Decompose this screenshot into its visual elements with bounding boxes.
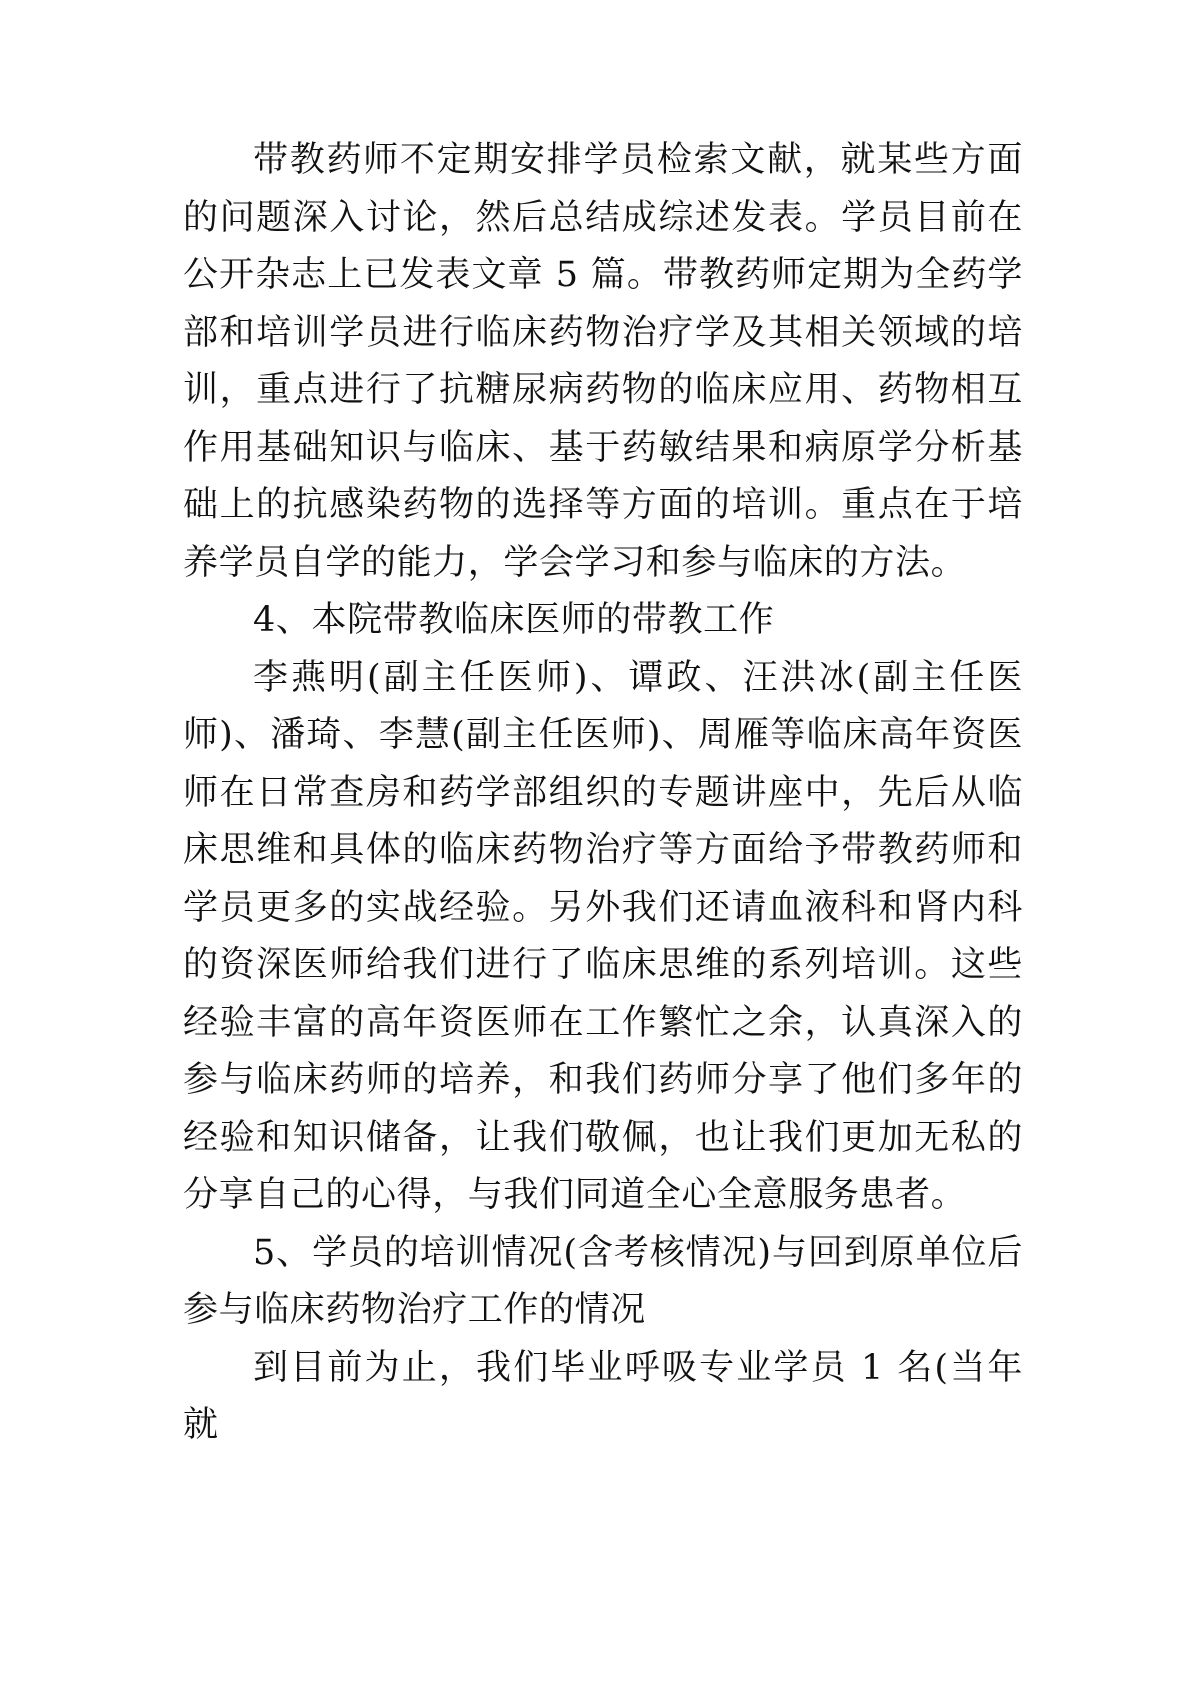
section-heading-clinical-physician-teaching: 4、本院带教临床医师的带教工作 bbox=[253, 600, 775, 640]
paragraph-literature-review: 带教药师不定期安排学员检索文献，就某些方面的问题深入讨论，然后总结成综述发表。学员目前在公开杂志上已发表文章 5 篇。带教药师定期为全药学部和培训学员进行临床药物治疗学及其相关领域的培训，重点进行了抗糖尿病药物的临床应用、药物相互作用基础知识与临床、基于药敏结果和病原学分析基础上的抗感染药物的选择等方面的培训。重点在于培养学员自学的能力，学会学习和参与临床的方法。 bbox=[183, 140, 1023, 583]
document-body bbox=[183, 132, 1023, 1455]
paragraph-senior-physicians: 李燕明(副主任医师)、谭政、汪洪冰(副主任医师)、潘琦、李慧(副主任医师)、周雁等临床高年资医师在日常查房和药学部组织的专题讲座中，先后从临床思维和具体的临床药物治疗等方面给予带教药师和学员更多的实战经验。另外我们还请血液科和肾内科的资深医师给我们进行了临床思维的系列培训。这些经验丰富的高年资医师在工作繁忙之余，认真深入的参与临床药师的培养，和我们药师分享了他们多年的经验和知识储备，让我们敬佩，也让我们更加无私的分享自己的心得，与我们同道全心全意服务患者。 bbox=[183, 657, 1023, 1215]
paragraph-graduates: 到目前为止，我们毕业呼吸专业学员 1 名(当年就 bbox=[183, 1347, 1023, 1445]
section-heading-trainee-status: 5、学员的培训情况(含考核情况)与回到原单位后参与临床药物治疗工作的情况 bbox=[183, 1232, 1023, 1330]
